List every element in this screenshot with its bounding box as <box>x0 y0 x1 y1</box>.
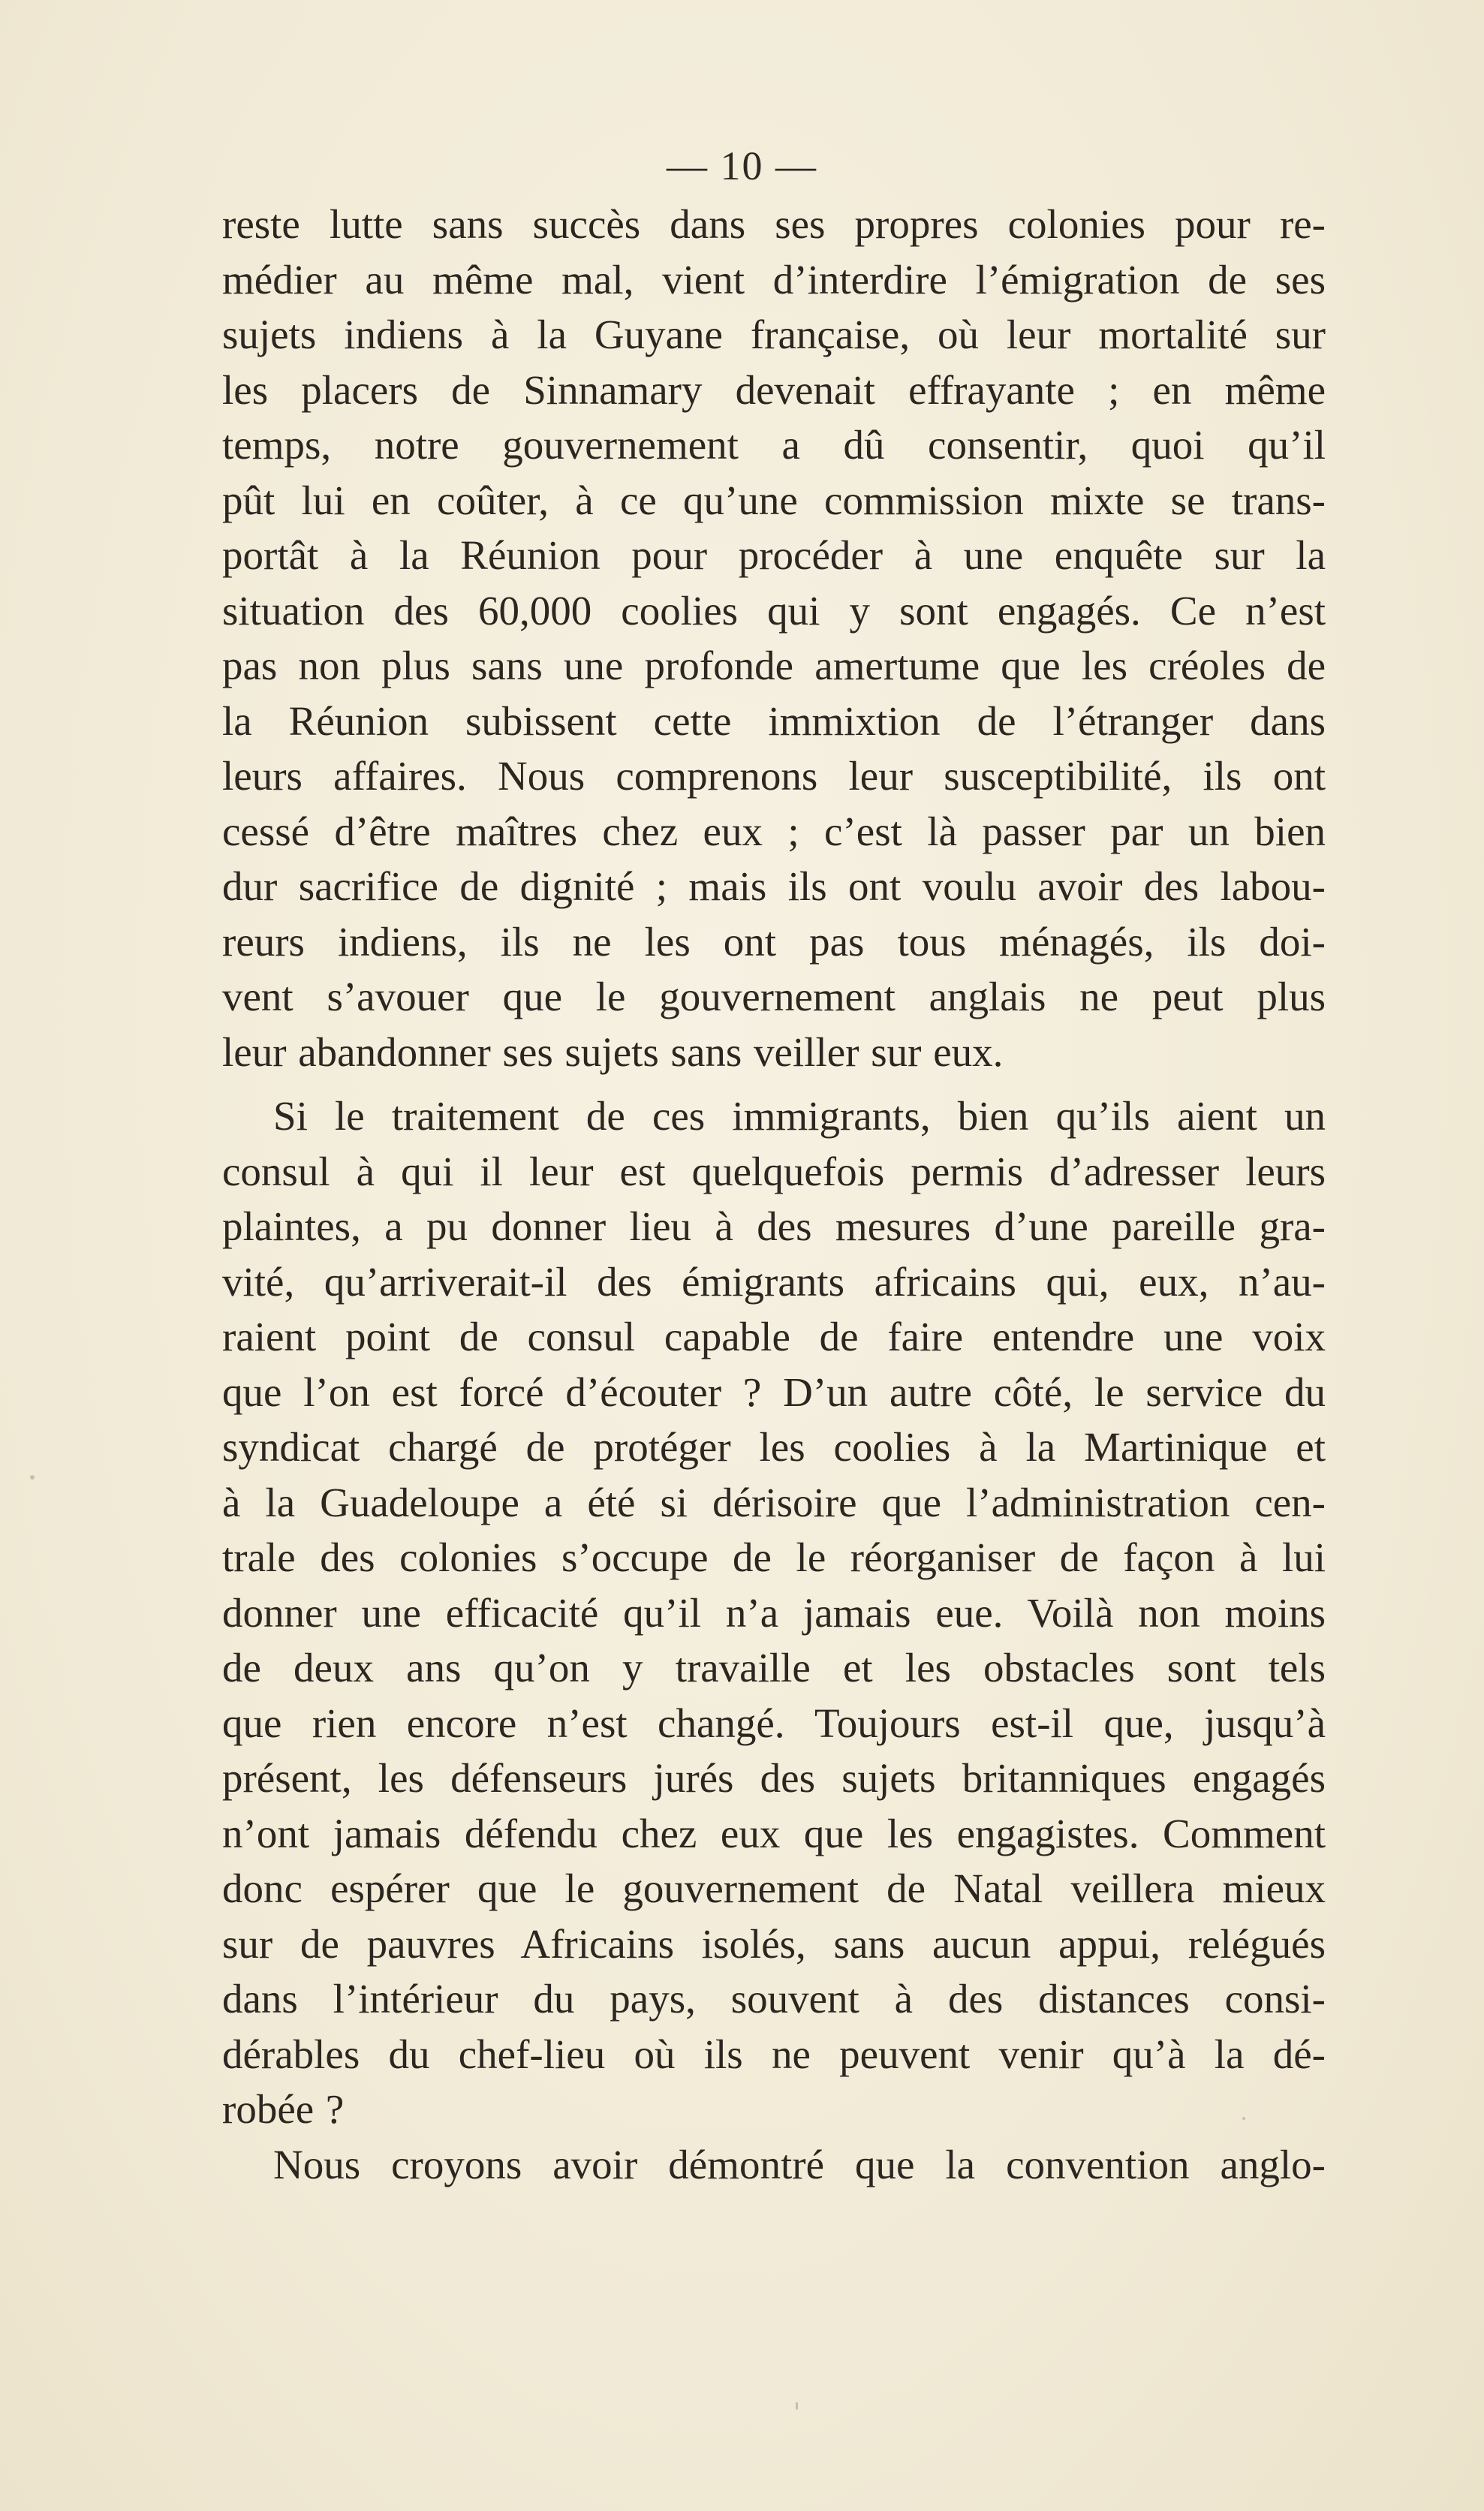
text-line: cessé d’être maîtres chez eux ; c’est là passer par un bien <box>222 808 1326 854</box>
paper-speck <box>796 2402 798 2410</box>
text-line: reste lutte sans succès dans ses propres colonies pour re- <box>222 201 1326 247</box>
text-line: dérables du chef-lieu où ils ne peuvent venir qu’à la dé- <box>222 2031 1326 2077</box>
text-line: sur de pauvres Africains isolés, sans aucun appui, relégués <box>222 1920 1326 1967</box>
text-line: donc espérer que le gouvernement de Natal veillera mieux <box>222 1865 1326 1911</box>
text-line: reurs indiens, ils ne les ont pas tous ménagés, ils doi- <box>222 918 1326 965</box>
text-line: robée ? <box>222 2086 345 2132</box>
body-text <box>222 197 1326 2192</box>
text-line: la Réunion subissent cette immixtion de l’étranger dans <box>222 697 1326 744</box>
text-line: médier au même mal, vient d’interdire l’émigration de ses <box>222 256 1326 303</box>
text-line: Nous croyons avoir démontré que la convention anglo- <box>273 2141 1326 2187</box>
text-line: n’ont jamais défendu chez eux que les engagistes. Comment <box>222 1810 1326 1856</box>
text-line: leur abandonner ses sujets sans veiller sur eux. <box>222 1028 1004 1075</box>
paragraph-1 <box>222 197 1326 1079</box>
text-line: pût lui en coûter, à ce qu’une commission mixte se trans- <box>222 477 1326 523</box>
text-line: de deux ans qu’on y travaille et les obstacles sont tels <box>222 1645 1326 1691</box>
paragraph-3 <box>222 2137 1326 2193</box>
text-line: temps, notre gouvernement a dû consentir, quoi qu’il <box>222 422 1326 468</box>
text-line: sujets indiens à la Guyane française, où leur mortalité sur <box>222 312 1326 357</box>
text-line: plaintes, a pu donner lieu à des mesures d’une pareille gra- <box>222 1203 1326 1249</box>
text-line: vent s’avouer que le gouvernement anglais ne peut plus <box>222 974 1326 1019</box>
paper-speck <box>1242 2117 1245 2120</box>
text-line: syndicat chargé de protéger les coolies à la Martinique et <box>222 1424 1326 1470</box>
text-line: Si le traitement de ces immigrants, bien qu’ils aient un <box>273 1093 1326 1139</box>
text-line: présent, les défenseurs jurés des sujets britanniques engagés <box>222 1755 1326 1801</box>
text-line: leurs affaires. Nous comprenons leur susceptibilité, ils ont <box>222 753 1326 799</box>
text-line: donner une efficacité qu’il n’a jamais eue. Voilà non moins <box>222 1589 1326 1636</box>
text-line: à la Guadeloupe a été si dérisoire que l’administration cen- <box>222 1479 1326 1525</box>
text-line: vité, qu’arriverait-il des émigrants africains qui, eux, n’au- <box>222 1258 1326 1305</box>
text-line: raient point de consul capable de faire entendre une voix <box>222 1314 1326 1359</box>
text-line: les placers de Sinnamary devenait effrayante ; en même <box>222 366 1326 413</box>
text-line: portât à la Réunion pour procéder à une enquête sur la <box>222 532 1326 578</box>
text-line: que l’on est forcé d’écouter ? D’un autre côté, le service du <box>222 1368 1326 1415</box>
text-line: situation des 60,000 coolies qui y sont engagés. Ce n’est <box>222 587 1326 634</box>
text-line: trale des colonies s’occupe de le réorganiser de façon à lui <box>222 1534 1326 1580</box>
page-number: — 10 — <box>667 143 817 188</box>
paper-speck <box>30 1475 35 1480</box>
text-line: que rien encore n’est changé. Toujours est-il que, jusqu’à <box>222 1700 1326 1746</box>
text-line: dans l’intérieur du pays, souvent à des distances consi- <box>222 1976 1326 2022</box>
text-line: pas non plus sans une profonde amertume que les créoles de <box>222 643 1326 688</box>
text-line: dur sacrifice de dignité ; mais ils ont voulu avoir des labou- <box>222 863 1326 909</box>
paragraph-2 <box>222 1088 1326 2137</box>
text-line: consul à qui il leur est quelquefois permis d’adresser leurs <box>222 1148 1326 1194</box>
